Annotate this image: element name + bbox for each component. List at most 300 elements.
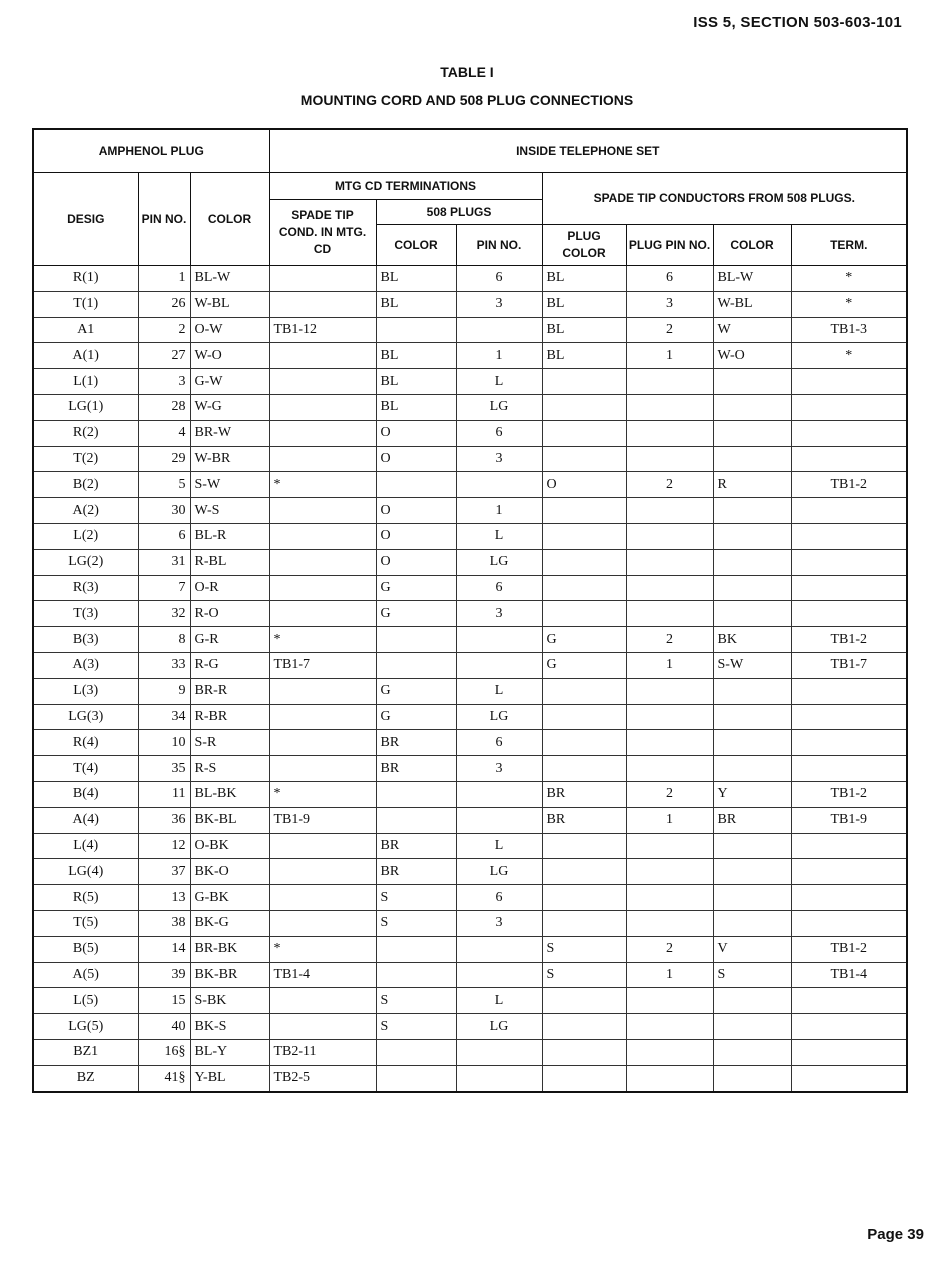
plug-pin-cell xyxy=(626,523,713,549)
plug-pin-cell xyxy=(626,885,713,911)
desig-cell: T(4) xyxy=(33,756,138,782)
plug-color-cell xyxy=(542,369,626,395)
table-row xyxy=(33,652,907,678)
color-cell: G-W xyxy=(190,369,269,395)
term-cell xyxy=(791,756,907,782)
term-cell xyxy=(791,1014,907,1040)
color-cell: Y-BL xyxy=(190,1065,269,1091)
desig-cell: A(1) xyxy=(33,343,138,369)
pin-cell: 10 xyxy=(138,730,190,756)
desig-cell: LG(5) xyxy=(33,1014,138,1040)
term-cell xyxy=(791,678,907,704)
table-row xyxy=(33,291,907,317)
pin-cell: 31 xyxy=(138,549,190,575)
plug-pin-cell xyxy=(626,910,713,936)
plug-color-cell xyxy=(542,730,626,756)
table-row xyxy=(33,859,907,885)
plug-pin-cell: 2 xyxy=(626,936,713,962)
color-cell: BR-R xyxy=(190,678,269,704)
desig-cell: LG(1) xyxy=(33,394,138,420)
term-cell xyxy=(791,446,907,472)
plug-color-cell xyxy=(542,420,626,446)
table-row xyxy=(33,833,907,859)
plug-color-cell xyxy=(542,988,626,1014)
plug-color-cell xyxy=(542,1065,626,1091)
table-row xyxy=(33,575,907,601)
conductor-color-cell xyxy=(713,704,791,730)
desig-cell: T(2) xyxy=(33,446,138,472)
plug-color-cell xyxy=(542,678,626,704)
color-cell: BL-W xyxy=(190,266,269,292)
table-row xyxy=(33,704,907,730)
pin-cell: 40 xyxy=(138,1014,190,1040)
plugs-508-header: 508 PLUGS xyxy=(376,200,542,225)
color-cell: G-BK xyxy=(190,885,269,911)
plug508-pin-cell: 6 xyxy=(456,266,542,292)
plug-pin-cell: 1 xyxy=(626,807,713,833)
term-cell xyxy=(791,1039,907,1065)
plug508-color-cell xyxy=(376,807,456,833)
pin-cell: 1 xyxy=(138,266,190,292)
term-cell xyxy=(791,910,907,936)
term-cell: TB1-2 xyxy=(791,627,907,653)
pin-cell: 26 xyxy=(138,291,190,317)
conductor-color-cell: BL-W xyxy=(713,266,791,292)
term-cell: TB1-9 xyxy=(791,807,907,833)
spade-tip-cell: * xyxy=(269,627,376,653)
term-cell xyxy=(791,420,907,446)
color-cell: O-W xyxy=(190,317,269,343)
plug508-pin-cell: L xyxy=(456,369,542,395)
plug508-color-cell xyxy=(376,652,456,678)
plug-color-cell xyxy=(542,446,626,472)
plug-pin-cell xyxy=(626,601,713,627)
conductor-color-cell: S xyxy=(713,962,791,988)
conductor-color-header: COLOR xyxy=(713,225,791,266)
table-row xyxy=(33,394,907,420)
term-cell xyxy=(791,394,907,420)
plug508-color-cell: BR xyxy=(376,859,456,885)
spade-tip-cell xyxy=(269,1014,376,1040)
plug508-pin-cell: LG xyxy=(456,549,542,575)
spade-tip-cell: * xyxy=(269,936,376,962)
connections-table xyxy=(32,128,908,1093)
desig-cell: L(4) xyxy=(33,833,138,859)
plug508-color-cell xyxy=(376,1039,456,1065)
plug508-pin-cell xyxy=(456,627,542,653)
table-label: TABLE I xyxy=(440,64,494,80)
plug-pin-cell xyxy=(626,446,713,472)
conductor-color-cell: W xyxy=(713,317,791,343)
plug-pin-cell xyxy=(626,1014,713,1040)
plug-color-cell xyxy=(542,1039,626,1065)
plug-pin-cell xyxy=(626,498,713,524)
color-cell: BK-S xyxy=(190,1014,269,1040)
page-number: Page 39 xyxy=(867,1226,924,1243)
plug508-color-cell: O xyxy=(376,446,456,472)
term-cell xyxy=(791,601,907,627)
plug-pin-cell xyxy=(626,833,713,859)
color-cell: BL-R xyxy=(190,523,269,549)
spade-tip-cell: TB2-11 xyxy=(269,1039,376,1065)
term-cell xyxy=(791,549,907,575)
table-row xyxy=(33,1039,907,1065)
plug508-color-cell: BL xyxy=(376,291,456,317)
plug508-pin-cell: 3 xyxy=(456,291,542,317)
table-row xyxy=(33,472,907,498)
plug508-color-cell xyxy=(376,472,456,498)
plug508-color-cell: BL xyxy=(376,343,456,369)
plug508-color-cell: O xyxy=(376,498,456,524)
plug-color-cell xyxy=(542,756,626,782)
plugs-color-header: COLOR xyxy=(376,225,456,266)
plug-color-cell xyxy=(542,704,626,730)
spade-tip-cell xyxy=(269,266,376,292)
pin-cell: 8 xyxy=(138,627,190,653)
plug-color-cell: BR xyxy=(542,807,626,833)
term-cell xyxy=(791,833,907,859)
table-row xyxy=(33,601,907,627)
color-cell: BK-BR xyxy=(190,962,269,988)
table-row xyxy=(33,317,907,343)
plugs-pin-no-header: PIN NO. xyxy=(456,225,542,266)
spade-tip-cell: TB1-9 xyxy=(269,807,376,833)
spade-tip-cell xyxy=(269,601,376,627)
color-cell: W-G xyxy=(190,394,269,420)
desig-cell: B(5) xyxy=(33,936,138,962)
table-row xyxy=(33,498,907,524)
term-cell xyxy=(791,988,907,1014)
conductor-color-cell xyxy=(713,394,791,420)
plug-color-cell: BR xyxy=(542,781,626,807)
plug508-color-cell: G xyxy=(376,678,456,704)
term-cell: * xyxy=(791,266,907,292)
desig-cell: B(4) xyxy=(33,781,138,807)
conductor-color-cell xyxy=(713,1014,791,1040)
pin-cell: 16§ xyxy=(138,1039,190,1065)
plug-color-cell xyxy=(542,1014,626,1040)
plug-color-cell xyxy=(542,394,626,420)
desig-cell: LG(3) xyxy=(33,704,138,730)
color-cell: O-BK xyxy=(190,833,269,859)
color-cell: W-BR xyxy=(190,446,269,472)
plug508-color-cell: G xyxy=(376,704,456,730)
pin-cell: 34 xyxy=(138,704,190,730)
term-cell xyxy=(791,885,907,911)
color-cell: S-R xyxy=(190,730,269,756)
plug-color-cell xyxy=(542,523,626,549)
conductor-color-cell xyxy=(713,575,791,601)
desig-cell: T(1) xyxy=(33,291,138,317)
plug508-pin-cell xyxy=(456,472,542,498)
pin-cell: 36 xyxy=(138,807,190,833)
spade-tip-cell xyxy=(269,678,376,704)
spade-tip-cell xyxy=(269,704,376,730)
term-cell: * xyxy=(791,343,907,369)
spade-tip-cell xyxy=(269,498,376,524)
desig-cell: A(4) xyxy=(33,807,138,833)
spade-tip-cell: TB1-7 xyxy=(269,652,376,678)
plug-pin-cell xyxy=(626,1039,713,1065)
pin-cell: 15 xyxy=(138,988,190,1014)
spade-tip-cell xyxy=(269,575,376,601)
plug-color-cell xyxy=(542,885,626,911)
plug508-color-cell: BL xyxy=(376,369,456,395)
spade-tip-cell xyxy=(269,988,376,1014)
plug508-pin-cell: LG xyxy=(456,394,542,420)
spade-tip-cell xyxy=(269,910,376,936)
conductor-color-cell xyxy=(713,446,791,472)
conductor-color-cell: R xyxy=(713,472,791,498)
plug508-pin-cell: L xyxy=(456,523,542,549)
plug-pin-cell: 6 xyxy=(626,266,713,292)
color-cell: R-O xyxy=(190,601,269,627)
desig-cell: R(5) xyxy=(33,885,138,911)
table-row xyxy=(33,936,907,962)
conductor-color-cell xyxy=(713,498,791,524)
plug-color-cell: S xyxy=(542,962,626,988)
table-row xyxy=(33,988,907,1014)
conductor-color-cell xyxy=(713,1065,791,1091)
desig-cell: L(5) xyxy=(33,988,138,1014)
pin-cell: 4 xyxy=(138,420,190,446)
table-row xyxy=(33,446,907,472)
plug-pin-cell: 2 xyxy=(626,627,713,653)
spade-tip-from-header: SPADE TIP CONDUCTORS FROM 508 PLUGS. xyxy=(542,173,907,225)
plug508-color-cell xyxy=(376,1065,456,1091)
plug508-pin-cell: 6 xyxy=(456,885,542,911)
plug508-pin-cell: L xyxy=(456,833,542,859)
table-row xyxy=(33,523,907,549)
color-cell: BR-W xyxy=(190,420,269,446)
color-cell: W-BL xyxy=(190,291,269,317)
plug508-color-cell: S xyxy=(376,1014,456,1040)
plug508-pin-cell xyxy=(456,317,542,343)
term-cell: TB1-3 xyxy=(791,317,907,343)
term-cell xyxy=(791,523,907,549)
desig-cell: BZ1 xyxy=(33,1039,138,1065)
plug-color-cell xyxy=(542,575,626,601)
plug508-color-cell: BR xyxy=(376,756,456,782)
plug-color-cell: BL xyxy=(542,266,626,292)
plug-pin-cell: 3 xyxy=(626,291,713,317)
spade-tip-cell xyxy=(269,291,376,317)
plug508-pin-cell xyxy=(456,936,542,962)
table-row xyxy=(33,420,907,446)
table-row xyxy=(33,1065,907,1091)
conductor-color-cell xyxy=(713,910,791,936)
pin-cell: 5 xyxy=(138,472,190,498)
spade-tip-cell xyxy=(269,885,376,911)
desig-cell: R(2) xyxy=(33,420,138,446)
color-cell: R-G xyxy=(190,652,269,678)
color-header: COLOR xyxy=(190,173,269,266)
plug508-color-cell xyxy=(376,781,456,807)
plug-pin-cell xyxy=(626,394,713,420)
plug508-pin-cell: 3 xyxy=(456,756,542,782)
table-row xyxy=(33,781,907,807)
term-cell xyxy=(791,730,907,756)
pin-cell: 3 xyxy=(138,369,190,395)
conductor-color-cell: BK xyxy=(713,627,791,653)
pin-cell: 39 xyxy=(138,962,190,988)
spade-tip-cell xyxy=(269,420,376,446)
color-cell: BR-BK xyxy=(190,936,269,962)
plug508-color-cell: BR xyxy=(376,730,456,756)
term-cell: TB1-2 xyxy=(791,936,907,962)
document-header: ISS 5, SECTION 503-603-101 xyxy=(693,14,902,31)
term-cell: TB1-4 xyxy=(791,962,907,988)
plug-pin-cell xyxy=(626,1065,713,1091)
spade-tip-cell xyxy=(269,833,376,859)
desig-cell: L(1) xyxy=(33,369,138,395)
desig-cell: L(2) xyxy=(33,523,138,549)
plug-pin-cell xyxy=(626,678,713,704)
color-cell: S-BK xyxy=(190,988,269,1014)
pin-cell: 12 xyxy=(138,833,190,859)
desig-cell: LG(4) xyxy=(33,859,138,885)
plug508-color-cell: O xyxy=(376,523,456,549)
plug508-pin-cell xyxy=(456,781,542,807)
pin-cell: 2 xyxy=(138,317,190,343)
plug-pin-cell: 1 xyxy=(626,962,713,988)
term-cell: TB1-7 xyxy=(791,652,907,678)
plug-pin-cell xyxy=(626,704,713,730)
plug508-pin-cell: L xyxy=(456,678,542,704)
plug508-pin-cell xyxy=(456,652,542,678)
plug508-pin-cell: LG xyxy=(456,1014,542,1040)
conductor-color-cell xyxy=(713,833,791,859)
plug508-color-cell: BL xyxy=(376,394,456,420)
table-row xyxy=(33,756,907,782)
pin-cell: 32 xyxy=(138,601,190,627)
spade-tip-cell xyxy=(269,523,376,549)
plug-color-cell: S xyxy=(542,936,626,962)
pin-cell: 33 xyxy=(138,652,190,678)
pin-cell: 11 xyxy=(138,781,190,807)
plug-pin-cell xyxy=(626,549,713,575)
plug-pin-cell xyxy=(626,859,713,885)
plug508-color-cell xyxy=(376,627,456,653)
plug508-color-cell: BL xyxy=(376,266,456,292)
plug508-color-cell: S xyxy=(376,885,456,911)
plug508-pin-cell: 3 xyxy=(456,601,542,627)
plug508-pin-cell xyxy=(456,1065,542,1091)
desig-cell: LG(2) xyxy=(33,549,138,575)
plug508-pin-cell xyxy=(456,1039,542,1065)
color-cell: S-W xyxy=(190,472,269,498)
conductor-color-cell: Y xyxy=(713,781,791,807)
spade-tip-cell xyxy=(269,446,376,472)
plug508-pin-cell: L xyxy=(456,988,542,1014)
table-row xyxy=(33,730,907,756)
spade-tip-cell xyxy=(269,730,376,756)
table-body xyxy=(33,266,907,1092)
plug508-pin-cell: 3 xyxy=(456,910,542,936)
spade-tip-cell: TB1-12 xyxy=(269,317,376,343)
plug508-color-cell: G xyxy=(376,601,456,627)
term-cell xyxy=(791,704,907,730)
plug508-pin-cell: LG xyxy=(456,704,542,730)
table-row xyxy=(33,266,907,292)
conductor-color-cell xyxy=(713,678,791,704)
pin-cell: 14 xyxy=(138,936,190,962)
color-cell: BL-Y xyxy=(190,1039,269,1065)
plug-color-cell: BL xyxy=(542,343,626,369)
conductor-color-cell: W-BL xyxy=(713,291,791,317)
desig-cell: A(5) xyxy=(33,962,138,988)
pin-cell: 7 xyxy=(138,575,190,601)
pin-cell: 35 xyxy=(138,756,190,782)
plug-pin-cell: 2 xyxy=(626,781,713,807)
spade-tip-cell xyxy=(269,394,376,420)
pin-cell: 27 xyxy=(138,343,190,369)
term-cell: * xyxy=(791,291,907,317)
plug-pin-cell xyxy=(626,988,713,1014)
plug-color-cell xyxy=(542,833,626,859)
plug-pin-cell: 2 xyxy=(626,472,713,498)
color-cell: BL-BK xyxy=(190,781,269,807)
plug-pin-cell xyxy=(626,369,713,395)
plug508-pin-cell: 1 xyxy=(456,498,542,524)
plug-color-cell: BL xyxy=(542,291,626,317)
desig-cell: BZ xyxy=(33,1065,138,1091)
plug-color-cell: BL xyxy=(542,317,626,343)
plug-pin-cell: 1 xyxy=(626,343,713,369)
plug508-color-cell xyxy=(376,936,456,962)
table-row xyxy=(33,807,907,833)
pin-cell: 9 xyxy=(138,678,190,704)
table-row xyxy=(33,343,907,369)
conductor-color-cell xyxy=(713,601,791,627)
plug508-color-cell xyxy=(376,317,456,343)
desig-cell: A1 xyxy=(33,317,138,343)
conductor-color-cell xyxy=(713,730,791,756)
term-cell: TB1-2 xyxy=(791,781,907,807)
spade-tip-cell: TB2-5 xyxy=(269,1065,376,1091)
pin-no-header: PIN NO. xyxy=(138,173,190,266)
spade-tip-cell xyxy=(269,343,376,369)
plug-color-cell: G xyxy=(542,627,626,653)
color-cell: W-O xyxy=(190,343,269,369)
plug508-pin-cell: 6 xyxy=(456,730,542,756)
plug508-color-cell xyxy=(376,962,456,988)
table-title: MOUNTING CORD AND 508 PLUG CONNECTIONS xyxy=(300,92,634,108)
spade-tip-cell xyxy=(269,549,376,575)
plug508-pin-cell: LG xyxy=(456,859,542,885)
table-row xyxy=(33,1014,907,1040)
conductor-color-cell: V xyxy=(713,936,791,962)
plug-color-header: PLUG COLOR xyxy=(542,225,626,266)
desig-cell: R(4) xyxy=(33,730,138,756)
conductor-color-cell xyxy=(713,885,791,911)
plug508-color-cell: S xyxy=(376,910,456,936)
table-row xyxy=(33,369,907,395)
plug508-pin-cell: 3 xyxy=(456,446,542,472)
plug508-color-cell: G xyxy=(376,575,456,601)
term-cell: TB1-2 xyxy=(791,472,907,498)
plug-pin-cell: 2 xyxy=(626,317,713,343)
plug508-color-cell: O xyxy=(376,549,456,575)
plug508-pin-cell xyxy=(456,962,542,988)
pin-cell: 38 xyxy=(138,910,190,936)
plug508-pin-cell xyxy=(456,807,542,833)
desig-header: DESIG xyxy=(33,173,138,266)
conductor-color-cell xyxy=(713,523,791,549)
plug-color-cell xyxy=(542,549,626,575)
pin-cell: 13 xyxy=(138,885,190,911)
term-cell xyxy=(791,575,907,601)
